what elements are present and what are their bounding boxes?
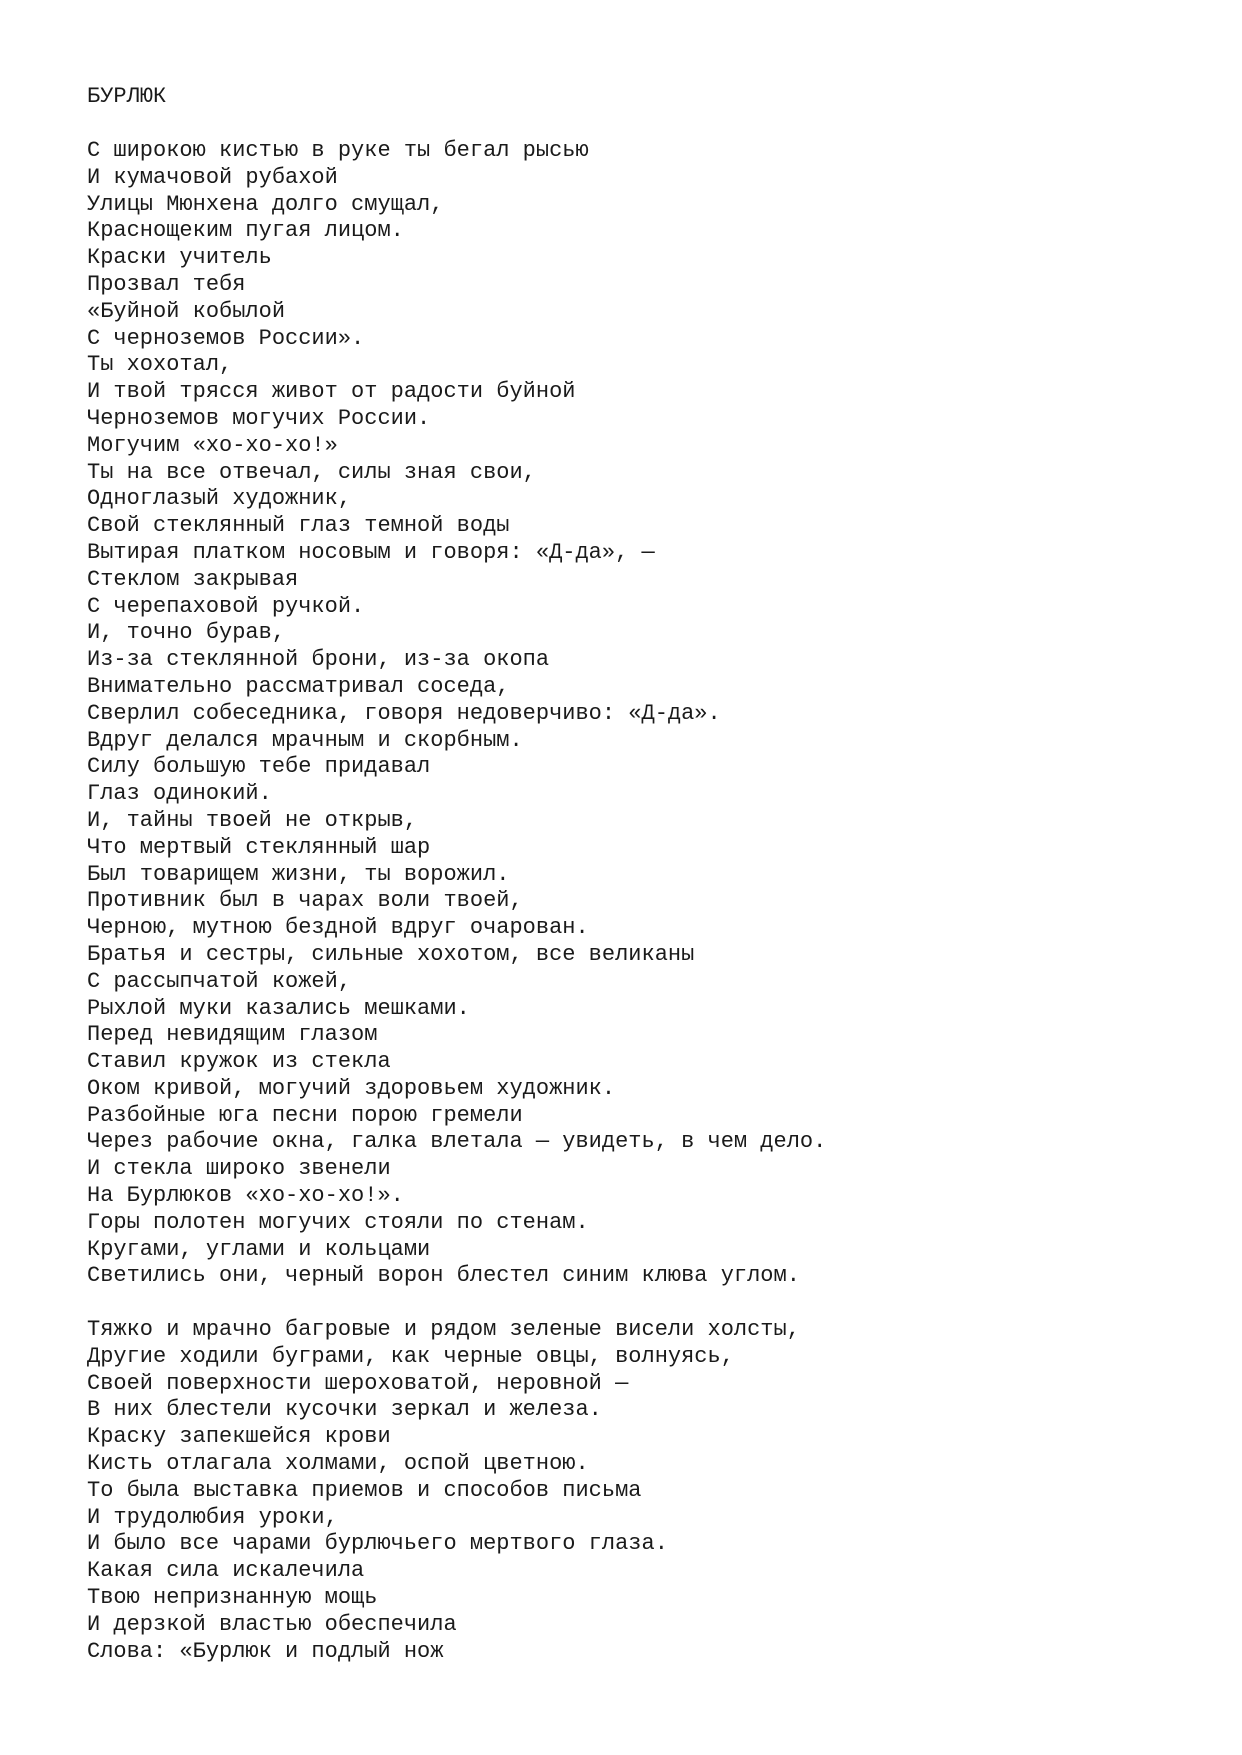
poem-line: И кумачовой рубахой	[87, 164, 338, 190]
poem-line: И дерзкой властью обеспечила	[87, 1611, 457, 1637]
poem-line: Через рабочие окна, галка влетала — увидеть, в чем дело.	[87, 1129, 827, 1155]
poem-line: Рыхлой муки казались мешками.	[87, 995, 470, 1021]
poem-line: И трудолюбия уроки,	[87, 1504, 338, 1530]
poem-line: Кругами, углами и кольцами	[87, 1236, 431, 1262]
poem-line: На Бурлюков «хо-хо-хо!».	[87, 1183, 404, 1209]
poem-line: Одноглазый художник,	[87, 486, 352, 512]
poem-line: Светились они, черный ворон блестел синим клюва углом.	[87, 1263, 800, 1289]
poem-line: И твой трясся живот от радости буйной	[87, 379, 576, 405]
poem-line: Краску запекшейся крови	[87, 1424, 391, 1450]
poem-line: Вытирая платком носовым и говоря: «Д-да», —	[87, 539, 655, 565]
poem-line: С рассыпчатой кожей,	[87, 968, 352, 994]
poem-line: «Буйной кобылой	[87, 298, 286, 324]
poem-line: Тяжко и мрачно багровые и рядом зеленые висели холсты,	[87, 1317, 800, 1342]
poem-line: Сверлил собеседника, говоря недоверчиво: «Д-да».	[87, 700, 721, 726]
poem-line: И стекла широко звенели	[87, 1156, 391, 1182]
poem-line: Разбойные юга песни порою гремели	[87, 1102, 523, 1128]
poem-line: Вдруг делался мрачным и скорбным.	[87, 727, 523, 753]
poem-line: Прозвал тебя	[87, 271, 246, 297]
poem-line: Слова: «Бурлюк и подлый нож	[87, 1638, 444, 1664]
stanza-2	[87, 1317, 800, 1665]
poem-line: Горы полотен могучих стояли по стенам.	[87, 1209, 589, 1235]
poem-line: Краснощеким пугая лицом.	[87, 218, 404, 244]
poem-line: Силу большую тебе придавал	[87, 754, 431, 780]
poem-line: И, точно бурав,	[87, 620, 286, 646]
poem-line: Своей поверхности шероховатой, неровной —	[87, 1370, 629, 1396]
poem-line: С широкою кистью в руке ты бегал рысью	[87, 138, 589, 163]
poem-line: Был товарищем жизни, ты ворожил.	[87, 861, 510, 887]
poem-line: Ты хохотал,	[87, 352, 233, 378]
poem-line: Стеклом закрывая	[87, 566, 299, 592]
poem-line: Краски учитель	[87, 245, 272, 271]
poem-line: Братья и сестры, сильные хохотом, все великаны	[87, 941, 695, 967]
poem-line: Ты на все отвечал, силы зная свои,	[87, 459, 536, 485]
poem-line: То была выставка приемов и способов письма	[87, 1477, 642, 1503]
poem-line: Могучим «хо-хо-хо!»	[87, 432, 338, 458]
poem-line: С черепаховой ручкой.	[87, 593, 365, 619]
poem-line: Твою непризнанную мощь	[87, 1584, 378, 1610]
poem-line: Черною, мутною бездной вдруг очарован.	[87, 915, 589, 941]
poem-line: Что мертвый стеклянный шар	[87, 834, 431, 860]
poem-line: Свой стеклянный глаз темной воды	[87, 513, 510, 539]
poem-line: Перед невидящим глазом	[87, 1022, 378, 1048]
poem-line: Внимательно рассматривал соседа,	[87, 673, 510, 699]
poem-line: Оком кривой, могучий здоровьем художник.	[87, 1075, 616, 1101]
stanza-1	[87, 138, 826, 1290]
poem-title: БУРЛЮК	[87, 84, 167, 109]
poem-line: И, тайны твоей не открыв,	[87, 807, 418, 833]
poem-line: Ставил кружок из стекла	[87, 1049, 391, 1075]
poem-line: С черноземов России».	[87, 325, 365, 351]
poem-line: Из-за стеклянной брони, из-за окопа	[87, 647, 550, 673]
poem-line: Противник был в чарах воли твоей,	[87, 888, 523, 914]
poem-line: В них блестели кусочки зеркал и железа.	[87, 1397, 602, 1423]
poem-line: И было все чарами бурлючьего мертвого глаза.	[87, 1531, 668, 1557]
poem-line: Черноземов могучих России.	[87, 405, 431, 431]
poem-line: Улицы Мюнхена долго смущал,	[87, 191, 444, 217]
poem-line: Глаз одинокий.	[87, 781, 272, 807]
poem-line: Кисть отлагала холмами, оспой цветною.	[87, 1450, 589, 1476]
poem-line: Какая сила искалечила	[87, 1558, 365, 1584]
poem-line: Другие ходили буграми, как черные овцы, волнуясь,	[87, 1343, 734, 1369]
